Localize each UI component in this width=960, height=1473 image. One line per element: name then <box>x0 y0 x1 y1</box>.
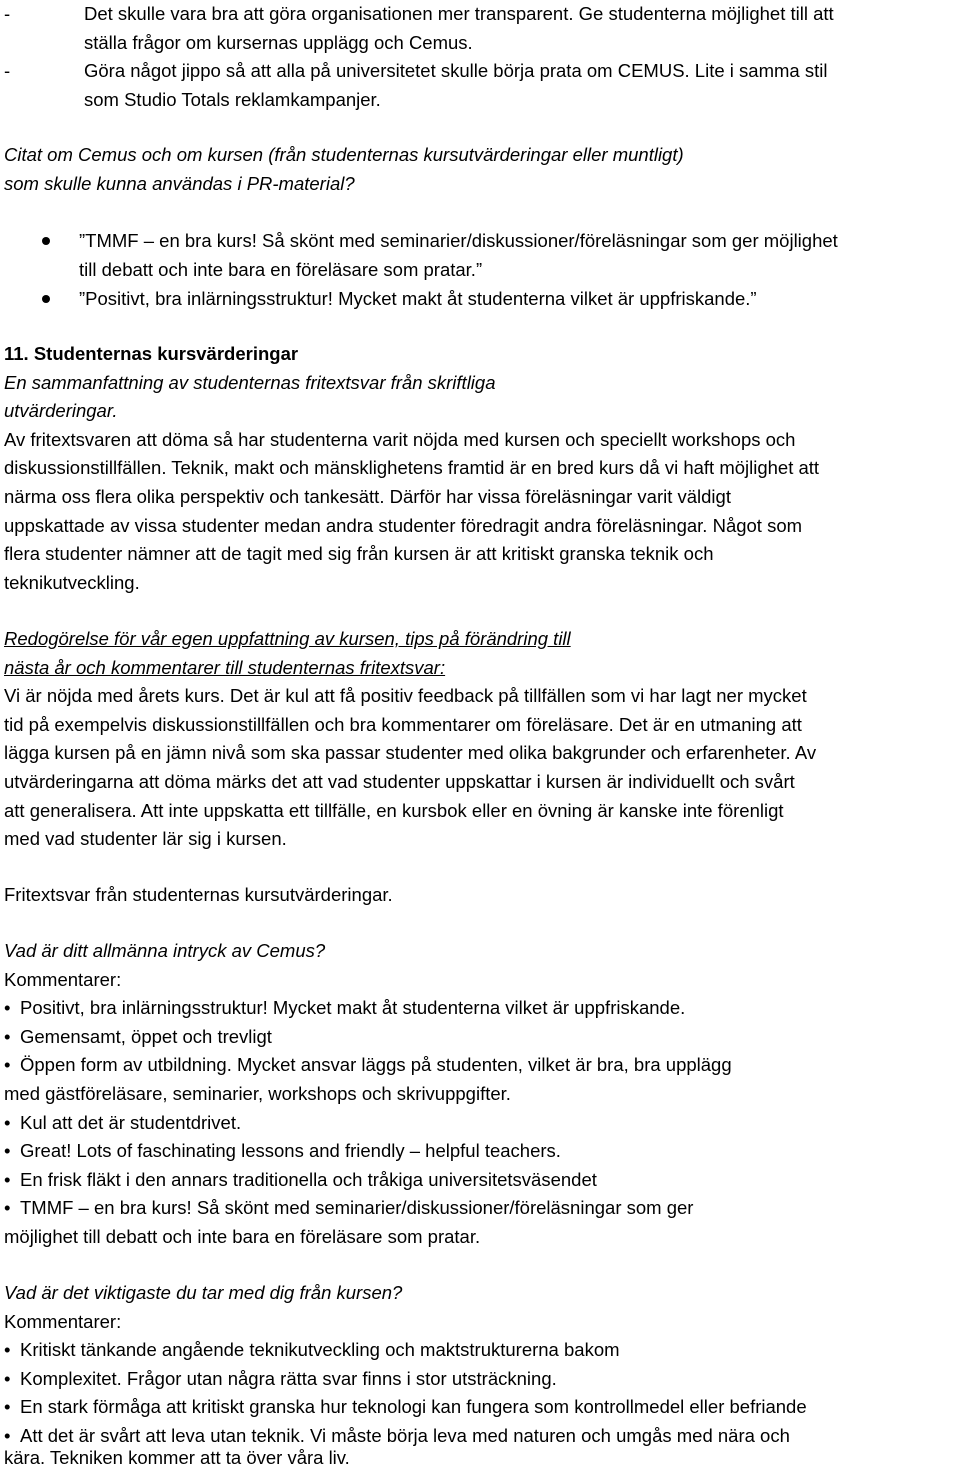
bullet-icon: • <box>4 1425 11 1446</box>
comment-text: En stark förmåga att kritiskt granska hur teknologi kan fungera som kontrollmedel eller befriande <box>20 1396 807 1418</box>
paragraph-line: diskussionstillfällen. Teknik, makt och mänsklighetens framtid är en bred kurs då vi haft möjlighet att <box>4 457 820 479</box>
intro-list-line: Göra något jippo så att alla på universitetet skulle börja prata om CEMUS. Lite i samma stil <box>84 60 828 82</box>
comments-label: Kommentarer: <box>4 1310 122 1332</box>
comment-line <box>4 1051 732 1080</box>
own-view-heading-line: nästa år och kommentarer till studenternas fritextsvar: <box>4 656 446 678</box>
quote-question-line: Citat om Cemus och om kursen (från studenternas kursutvärderingar eller muntligt) <box>4 144 684 165</box>
dash-marker: - <box>4 60 11 82</box>
intro-list-line: som Studio Totals reklamkampanjer. <box>84 88 381 110</box>
comment-text: Öppen form av utbildning. Mycket ansvar läggs på studenten, vilket är bra, bra upplägg <box>20 1054 732 1076</box>
comment-text: TMMF – en bra kurs! Så skönt med seminarier/diskussioner/föreläsningar som ger <box>20 1197 694 1219</box>
paragraph-line: lägga kursen på en jämn nivå som ska passar studenter med olika bakgrunder och erfarenheter. Av <box>4 742 817 764</box>
comment-line <box>4 1137 561 1166</box>
bullet-icon: • <box>4 1168 11 1190</box>
comment-line <box>4 1109 241 1138</box>
comment-line <box>4 1223 480 1252</box>
bullet-icon: • <box>4 997 11 1019</box>
question-2: Vad är det viktigaste du tar med dig från kursen? <box>4 1282 403 1303</box>
comment-text: Kul att det är studentdrivet. <box>20 1111 242 1133</box>
comment-line <box>4 1166 597 1195</box>
bullet-icon: • <box>4 1140 11 1162</box>
comment-line <box>4 1194 693 1223</box>
section-subheading-line: En sammanfattning av studenternas fritextsvar från skriftliga <box>4 371 496 393</box>
comment-line <box>4 1080 511 1109</box>
section-heading: 11. Studenternas kursvärderingar <box>4 343 299 364</box>
paragraph-line: Av fritextsvaren att döma så har studenterna varit nöjda med kursen och speciellt workshops och <box>4 428 796 450</box>
bullet-icon: • <box>4 1025 11 1047</box>
intro-list-line: Det skulle vara bra att göra organisationen mer transparent. Ge studenterna möjlighet till att <box>84 3 834 24</box>
paragraph-line: med vad studenter lär sig i kursen. <box>4 828 287 850</box>
bullet-icon: • <box>4 1339 11 1361</box>
comment-line <box>4 1336 620 1365</box>
comment-text: Att det är svårt att leva utan teknik. Vi måste börja leva med naturen och umgås med nära och <box>20 1425 790 1446</box>
quote-question-line: som skulle kunna användas i PR-material? <box>4 172 355 194</box>
quote-line: ”TMMF – en bra kurs! Så skönt med seminarier/diskussioner/föreläsningar som ger möjlighet <box>79 230 838 251</box>
paragraph-line: flera studenter nämner att de tagit med sig från kursen är att kritiskt granska teknik och <box>4 543 714 565</box>
comment-line <box>4 1023 272 1052</box>
paragraph-line: närma oss flera olika perspektiv och tankesätt. Därför har vissa föreläsningar varit väldigt <box>4 486 731 507</box>
paragraph-line: uppskattade av vissa studenter medan andra studenter föredragit andra föreläsningar. Något som <box>4 514 803 536</box>
bullet-icon <box>42 237 50 245</box>
bullet-icon: • <box>4 1054 11 1076</box>
comment-text: Komplexitet. Frågor utan några rätta svar finns i stor utsträckning. <box>20 1367 557 1389</box>
paragraph-line: Vi är nöjda med årets kurs. Det är kul att få positiv feedback på tillfällen som vi har lagt ner mycket <box>4 685 807 707</box>
intro-list-line: ställa frågor om kursernas upplägg och Cemus. <box>84 31 473 53</box>
paragraph-line: teknikutveckling. <box>4 571 140 593</box>
comments-label: Kommentarer: <box>4 968 122 990</box>
bullet-icon <box>42 295 50 303</box>
own-view-heading-line: Redogörelse för vår egen uppfattning av kursen, tips på förändring till <box>4 628 571 649</box>
free-text-title: Fritextsvar från studenternas kursutvärderingar. <box>4 884 393 905</box>
quote-line: till debatt och inte bara en föreläsare som pratar.” <box>79 258 483 280</box>
comment-text: möjlighet till debatt och inte bara en föreläsare som pratar. <box>4 1226 481 1247</box>
section-subheading-line: utvärderingar. <box>4 400 118 422</box>
paragraph-line: att generalisera. Att inte uppskatta ett tillfälle, en kursbok eller en övning är kanske inte förenligt <box>4 799 784 821</box>
comment-text: En frisk fläkt i den annars traditionella och tråkiga universitetsväsendet <box>20 1168 597 1190</box>
comment-text: Great! Lots of faschinating lessons and friendly – helpful teachers. <box>20 1140 561 1162</box>
bullet-icon: • <box>4 1367 11 1389</box>
comment-text: kära. Tekniken kommer att ta över våra liv. <box>4 1447 350 1468</box>
comment-text: Positivt, bra inlärningsstruktur! Mycket makt åt studenterna vilket är uppfriskande. <box>20 997 686 1019</box>
paragraph-line: utvärderingarna att döma märks det att vad studenter uppskattar i kursen är individuellt och svårt <box>4 771 795 792</box>
comment-text: Gemensamt, öppet och trevligt <box>20 1025 272 1047</box>
comment-line <box>4 1393 807 1422</box>
dash-marker: - <box>4 3 11 24</box>
comment-line <box>4 994 685 1023</box>
question-1: Vad är ditt allmänna intryck av Cemus? <box>4 940 326 961</box>
comment-line <box>4 1444 350 1473</box>
quote-line: ”Positivt, bra inlärningsstruktur! Mycket makt åt studenterna vilket är uppfriskande.” <box>79 287 757 309</box>
bullet-icon: • <box>4 1396 11 1418</box>
paragraph-line: tid på exempelvis diskussionstillfällen och bra kommentarer om föreläsare. Det är en utmaning att <box>4 713 802 735</box>
comment-line <box>4 1365 557 1394</box>
comment-text: med gästföreläsare, seminarier, workshops och skrivuppgifter. <box>4 1083 511 1104</box>
bullet-icon: • <box>4 1111 11 1133</box>
bullet-icon: • <box>4 1197 11 1219</box>
comment-text: Kritiskt tänkande angående teknikutveckling och maktstrukturerna bakom <box>20 1339 620 1361</box>
